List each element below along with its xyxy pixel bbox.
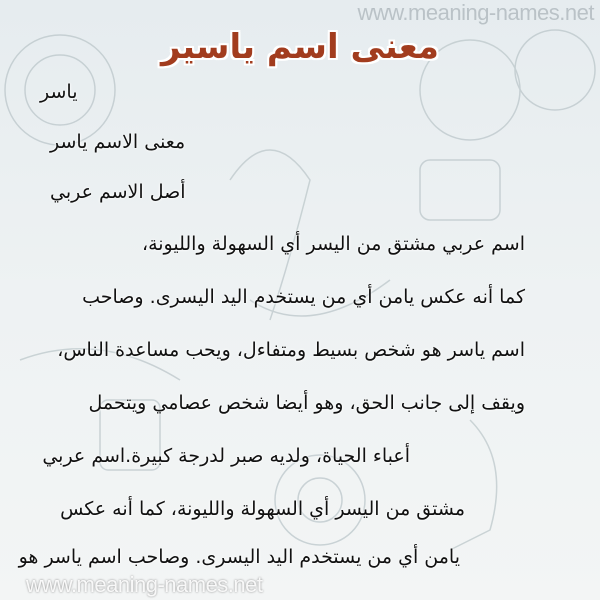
watermark-bottom: www.meaning-names.net bbox=[26, 572, 263, 597]
description-line: أعباء الحياة، ولديه صبر لدرجة كبيرة.اسم عربي bbox=[42, 445, 410, 467]
description-line: مشتق من اليسر أي السهولة والليونة، كما أنه عكس bbox=[60, 498, 465, 520]
description-line: ويقف إلى جانب الحق، وهو أيضا شخص عصامي ويتحمل bbox=[88, 392, 525, 414]
watermark-top: www.meaning-names.net bbox=[357, 0, 594, 25]
name-line: ياسر bbox=[40, 81, 78, 103]
page-title: معنى اسم ياسير bbox=[161, 27, 439, 67]
description-line: اسم ياسر هو شخص بسيط ومتفاءل، ويحب مساعدة الناس، bbox=[57, 339, 525, 361]
origin-line: أصل الاسم عربي bbox=[50, 181, 186, 203]
meaning-heading: معنى الاسم ياسر bbox=[50, 131, 186, 153]
description-line: يامن أي من يستخدم اليد اليسرى. وصاحب اسم ياسر هو bbox=[18, 546, 460, 568]
description-line: اسم عربي مشتق من اليسر أي السهولة والليونة، bbox=[141, 233, 525, 255]
description-line: كما أنه عكس يامن أي من يستخدم اليد اليسرى. وصاحب bbox=[82, 286, 525, 308]
